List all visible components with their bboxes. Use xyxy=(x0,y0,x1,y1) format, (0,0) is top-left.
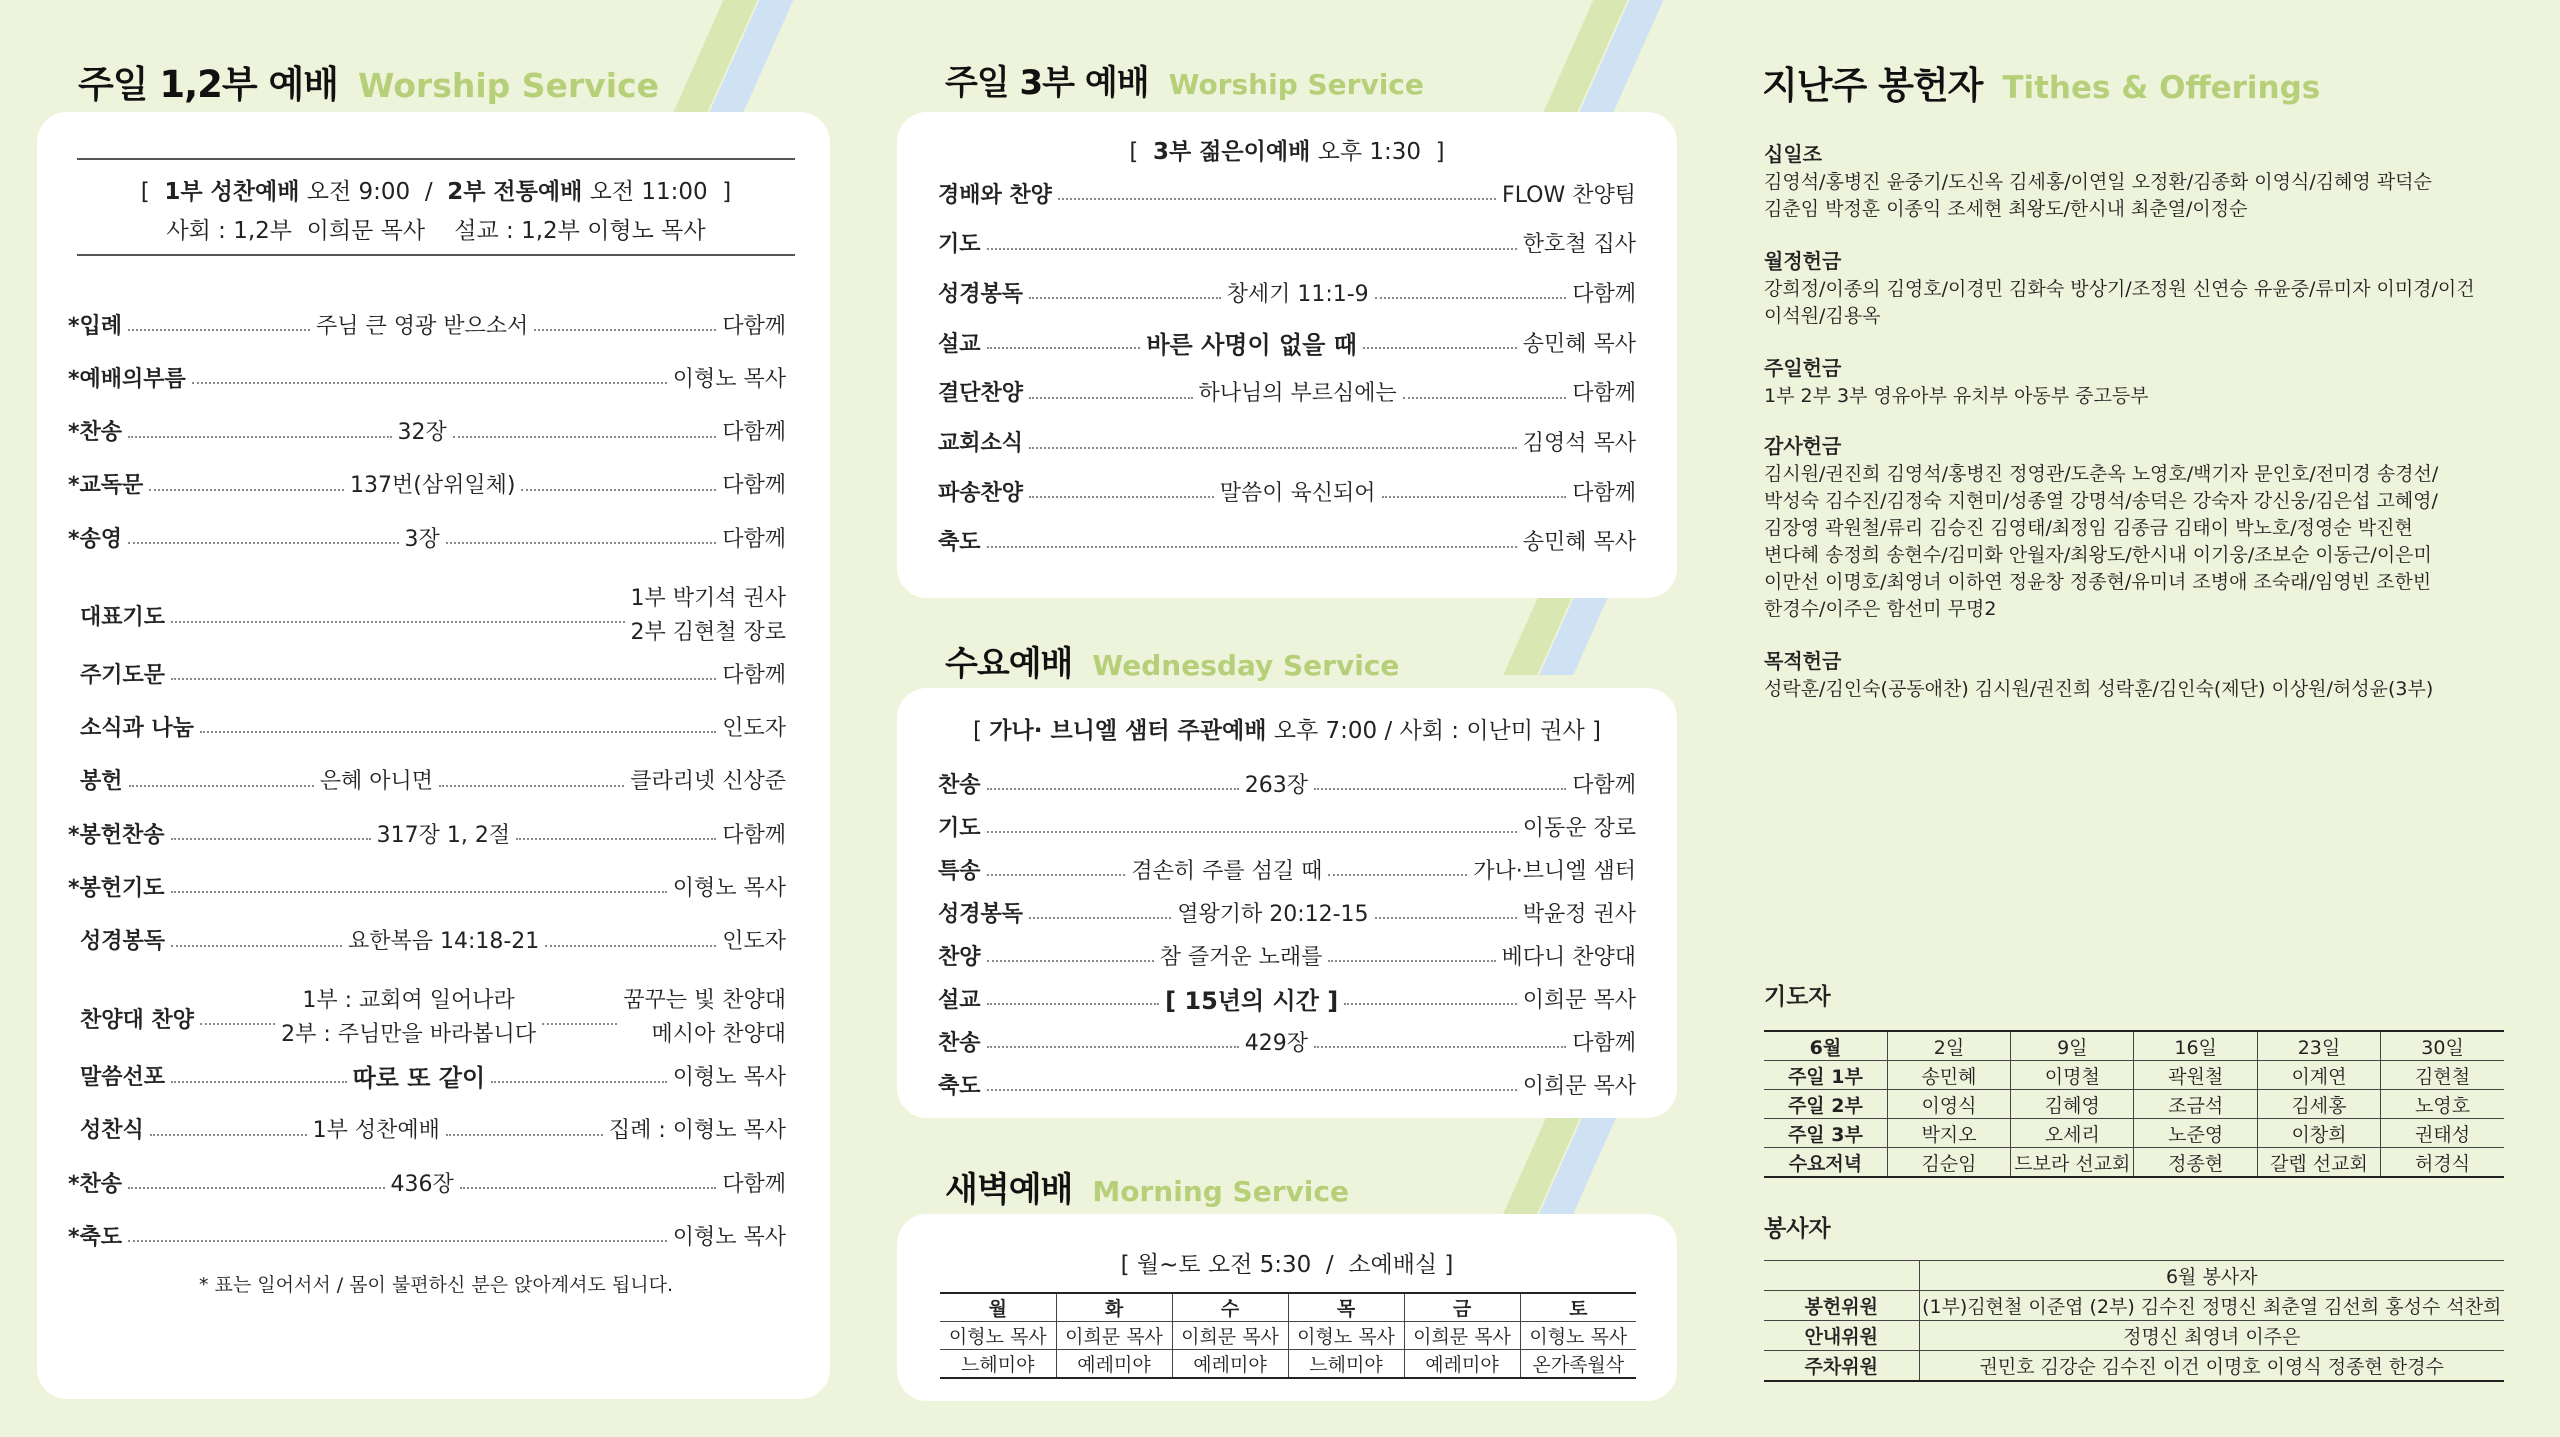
dot-leader xyxy=(987,1046,1239,1048)
dot-leader xyxy=(446,542,716,544)
offering-names-line: 김장영 곽원철/류리 김승진 김영태/최정임 김종금 김태이 박노호/정영순 박진현 xyxy=(1764,517,2413,539)
prayer-name: 갈렙 선교회 xyxy=(2257,1148,2380,1178)
offering-names-line: 성락훈/김인숙(공동애찬) 김시원/권진희 성락훈/김인숙(제단) 이상원/허성윤(3부) xyxy=(1764,678,2434,700)
prayer-header-cell: 16일 xyxy=(2134,1031,2257,1061)
dot-leader xyxy=(1344,1003,1517,1005)
prayer-service: 수요저녁 xyxy=(1764,1148,1887,1178)
prayer-row xyxy=(1764,1119,2504,1148)
order-person-line1: 꿈꾸는 빛 찬양대 xyxy=(623,988,787,1014)
order-label: *예배의부름 xyxy=(68,366,186,392)
dot-leader xyxy=(446,1134,603,1136)
offering-names-line: 박성숙 김수진/김정숙 지현미/성종열 강명석/송덕은 강숙자 강신웅/김은섭 고혜영/ xyxy=(1764,490,2438,512)
dot-leader xyxy=(128,542,398,544)
prayer-table xyxy=(1764,1030,2504,1178)
dot-leader xyxy=(1314,1046,1566,1048)
dot-leader xyxy=(128,1240,667,1242)
order-item: 1부 성찬예배 xyxy=(312,1118,440,1144)
prayer-name: 오세리 xyxy=(2011,1119,2134,1148)
prayer-header-cell: 23일 xyxy=(2257,1031,2380,1061)
order-row xyxy=(938,376,1636,408)
offering-section xyxy=(1764,352,2514,410)
order-row xyxy=(938,177,1636,209)
order-label: 설교 xyxy=(938,331,981,357)
offering-section xyxy=(1764,645,2514,703)
order-person: 클라리넷 신상준 xyxy=(630,769,787,795)
dot-leader xyxy=(1029,397,1192,399)
dot-leader xyxy=(534,329,716,331)
order-row xyxy=(938,896,1636,928)
dawn-book-row xyxy=(940,1350,1636,1379)
prayer-row xyxy=(1764,1061,2504,1090)
section-title-offerings xyxy=(1762,55,2320,109)
volunteers-title: 봉사자 xyxy=(1764,1216,1831,1242)
order-label: *봉헌기도 xyxy=(68,875,165,901)
order-row xyxy=(68,415,786,447)
dot-leader xyxy=(128,436,391,438)
order-row xyxy=(938,767,1636,799)
order-person: 다함께 xyxy=(722,473,787,499)
prayer-name: 권태성 xyxy=(2381,1119,2504,1148)
order-item: 바른 사명이 없을 때 xyxy=(1146,330,1357,359)
prayer-service: 주일 3부 xyxy=(1764,1119,1887,1148)
dawn-book: 예레미야 xyxy=(1056,1350,1172,1379)
order-row xyxy=(68,1113,786,1145)
order-person: 박윤정 권사 xyxy=(1522,901,1636,927)
prayer-name: 김세홍 xyxy=(2257,1090,2380,1119)
order-item: 137번(삼위일체) xyxy=(350,473,516,499)
dot-leader xyxy=(491,1081,667,1083)
offering-names-line: 변다혜 송정희 송현수/김미화 안월자/최왕도/한시내 이기웅/조보순 이동근/이은미 xyxy=(1764,544,2432,566)
dawn-book: 느헤미야 xyxy=(940,1350,1056,1379)
dot-leader xyxy=(545,945,716,947)
order-row xyxy=(68,1060,786,1092)
order-row xyxy=(68,710,786,742)
prayer-name: 허경식 xyxy=(2381,1148,2504,1178)
dot-leader xyxy=(987,248,1517,250)
prayer-name: 조금석 xyxy=(2134,1090,2257,1119)
volunteer-role: 주차위원 xyxy=(1764,1351,1919,1382)
title-en: Worship Service xyxy=(1168,68,1424,101)
order-item: 창세기 11:1-9 xyxy=(1226,281,1369,307)
dot-leader xyxy=(1029,297,1221,299)
dot-leader xyxy=(200,731,716,733)
order-label: *입례 xyxy=(68,313,123,339)
dawn-preacher: 이희문 목사 xyxy=(1172,1322,1288,1350)
dawn-schedule-table xyxy=(940,1292,1636,1379)
wednesday-header: [ 가나· 브니엘 샘터 주관예배 오후 7:00 / 사회 : 이난미 권사 ] xyxy=(972,718,1602,744)
prayer-header-cell: 2일 xyxy=(1887,1031,2010,1061)
order-label: 설교 xyxy=(938,987,981,1013)
offering-section-title: 십일조 xyxy=(1764,142,1822,166)
order-row xyxy=(68,1166,786,1198)
order-label: 대표기도 xyxy=(80,605,166,631)
prayer-name: 이창희 xyxy=(2257,1119,2380,1148)
order-label: 성경봉독 xyxy=(938,901,1024,927)
order-label: 경배와 찬양 xyxy=(938,182,1052,208)
dot-leader xyxy=(128,329,310,331)
order-person: FLOW 찬양팀 xyxy=(1502,182,1636,208)
volunteers-row xyxy=(1764,1321,2504,1351)
order-person: 가나·브니엘 샘터 xyxy=(1473,858,1636,884)
dawn-preacher: 이형노 목사 xyxy=(1288,1322,1404,1350)
header-line2: 사회 : 1,2부 이희문 목사 설교 : 1,2부 이형노 목사 xyxy=(166,218,706,244)
order-label: 찬양 xyxy=(938,944,981,970)
dot-leader xyxy=(439,785,624,787)
order-person: 다함께 xyxy=(722,420,786,446)
dot-leader xyxy=(171,678,716,680)
prayer-name: 박지오 xyxy=(1887,1119,2010,1148)
order-row xyxy=(68,870,786,902)
order-person: 베다니 찬양대 xyxy=(1501,944,1637,970)
order-person: 이형노 목사 xyxy=(672,875,786,901)
order-item: 따로 또 같이 xyxy=(352,1064,486,1093)
order-label: 특송 xyxy=(938,858,981,884)
order-person: 인도자 xyxy=(722,715,786,741)
order-label: 봉헌 xyxy=(80,769,123,795)
sunday-12-header xyxy=(77,158,795,256)
prayer-header-cell: 9일 xyxy=(2011,1031,2134,1061)
title-ko: 새벽예배 xyxy=(945,1170,1073,1210)
footnote: * 표는 일어서서 / 몸이 불편하신 분은 앉아계셔도 됩니다. xyxy=(198,1274,674,1296)
dawn-day: 금 xyxy=(1404,1293,1520,1322)
order-item: 참 즐거운 노래를 xyxy=(1159,944,1323,970)
prayer-name: 곽원철 xyxy=(2134,1061,2257,1090)
order-row xyxy=(938,276,1636,308)
title-en: Morning Service xyxy=(1092,1175,1349,1208)
order-item xyxy=(281,984,536,1052)
order-person: 이동운 장로 xyxy=(1522,815,1636,841)
order-label: *찬송 xyxy=(68,420,123,446)
order-person xyxy=(631,582,787,650)
sunday-3-header: [ 3부 젊은이예배 오후 1:30 ] xyxy=(1129,139,1445,165)
dot-leader xyxy=(1403,397,1566,399)
prayer-title: 기도자 xyxy=(1764,984,1831,1010)
order-label: 기도 xyxy=(938,232,981,258)
order-person xyxy=(623,984,786,1052)
title-en: Tithes & Offerings xyxy=(2002,70,2321,106)
order-row xyxy=(68,308,786,340)
order-item: 열왕기하 20:12-15 xyxy=(1177,901,1369,927)
dot-leader xyxy=(128,1187,384,1189)
order-row xyxy=(938,1025,1636,1057)
dot-leader xyxy=(1328,960,1495,962)
order-person: 집례 : 이형노 목사 xyxy=(608,1118,786,1144)
volunteers-row xyxy=(1764,1351,2504,1382)
order-item: 317장 1, 2절 xyxy=(376,822,511,848)
prayer-name: 김혜영 xyxy=(2011,1090,2134,1119)
prayer-name: 이명철 xyxy=(2011,1061,2134,1090)
offering-names-line: 이만선 이명호/최영녀 이하연 정윤창 정종현/유미녀 조병애 조숙래/임영빈 조한빈 xyxy=(1764,571,2432,593)
prayer-service: 주일 1부 xyxy=(1764,1061,1887,1090)
order-person: 인도자 xyxy=(722,929,786,955)
dot-leader xyxy=(1029,917,1171,919)
order-label: 주기도문 xyxy=(80,662,166,688)
prayer-name: 송민혜 xyxy=(1887,1061,2010,1090)
order-label: 찬송 xyxy=(938,1030,981,1056)
section-title-wednesday xyxy=(945,636,1399,685)
dot-leader xyxy=(171,1081,347,1083)
order-person: 이형노 목사 xyxy=(672,1224,786,1250)
dot-leader xyxy=(1058,198,1496,200)
order-person: 다함께 xyxy=(722,822,787,848)
order-label: *찬송 xyxy=(68,1171,123,1197)
dot-leader xyxy=(200,1023,275,1025)
order-person: 이형노 목사 xyxy=(672,1065,787,1091)
order-row xyxy=(68,817,786,849)
dot-leader xyxy=(987,546,1517,548)
dot-leader xyxy=(171,891,667,893)
order-item: 주님 큰 영광 받으소서 xyxy=(316,313,529,339)
prayer-name: 김현철 xyxy=(2381,1061,2504,1090)
dawn-header: [ 월~토 오전 5:30 / 소예배실 ] xyxy=(1120,1252,1454,1278)
order-label: 성경봉독 xyxy=(80,929,166,955)
prayer-header-cell: 6월 xyxy=(1764,1031,1887,1061)
dot-leader xyxy=(1375,917,1517,919)
section-title-dawn xyxy=(945,1162,1349,1211)
dawn-book: 온가족월삭 xyxy=(1520,1350,1636,1379)
order-row xyxy=(68,764,786,796)
order-person: 다함께 xyxy=(1572,1030,1636,1056)
dot-leader xyxy=(129,785,314,787)
dot-leader xyxy=(542,1023,617,1025)
prayer-name: 드보라 선교회 xyxy=(2011,1148,2134,1178)
order-row xyxy=(68,657,786,689)
volunteers-table xyxy=(1764,1260,2504,1382)
title-ko: 주일 3부 예배 xyxy=(945,63,1149,103)
order-row xyxy=(938,982,1636,1014)
order-person: 다함께 xyxy=(1572,281,1636,307)
title-ko: 지난주 봉헌자 xyxy=(1762,64,1983,107)
dawn-book: 예레미야 xyxy=(1404,1350,1520,1379)
offering-section-title: 목적헌금 xyxy=(1764,649,1842,673)
order-label: *봉헌찬송 xyxy=(68,822,165,848)
volunteers-header-row xyxy=(1764,1261,2504,1291)
section-title-sunday-3 xyxy=(945,55,1424,104)
dot-leader xyxy=(1314,788,1566,790)
dot-leader xyxy=(987,874,1126,876)
order-person: 한호철 집사 xyxy=(1522,232,1636,258)
offering-section-title: 월정헌금 xyxy=(1764,249,1842,273)
order-label: 파송찬양 xyxy=(938,480,1024,506)
offering-names-line: 강희정/이종의 김영호/이경민 김화숙 방상기/조정원 신연승 유윤중/류미자 이미경/이건 xyxy=(1764,278,2475,300)
offering-section xyxy=(1764,245,2514,330)
prayer-row xyxy=(1764,1090,2504,1119)
dawn-day: 토 xyxy=(1520,1293,1636,1322)
dot-leader xyxy=(521,489,716,491)
offering-section xyxy=(1764,430,2514,623)
dot-leader xyxy=(987,788,1239,790)
order-person-line1: 1부 박기석 권사 xyxy=(630,585,786,611)
order-person: 김영석 목사 xyxy=(1522,431,1636,456)
order-row xyxy=(938,426,1636,458)
order-person-line2: 메시아 찬양대 xyxy=(651,1022,787,1048)
order-label: 교회소식 xyxy=(938,431,1024,456)
order-person: 다함께 xyxy=(1572,772,1636,798)
order-person: 다함께 xyxy=(722,526,786,552)
order-label: *교독문 xyxy=(68,473,144,499)
dot-leader xyxy=(987,347,1141,349)
volunteers-header-cell xyxy=(1764,1261,1919,1291)
order-row xyxy=(68,521,786,553)
order-row xyxy=(938,227,1636,259)
prayer-header-row xyxy=(1764,1031,2504,1061)
order-person: 다함께 xyxy=(722,662,786,688)
order-item: 32장 xyxy=(397,420,447,446)
prayer-name: 노영호 xyxy=(2381,1090,2504,1119)
header-line1: [ 1부 성찬예배 오전 9:00 / 2부 전통예배 오전 11:00 ] xyxy=(140,179,732,205)
order-item: [ 15년의 시간 ] xyxy=(1165,986,1339,1015)
section-title-sunday-12 xyxy=(78,54,659,108)
order-row xyxy=(938,853,1636,885)
order-person: 다함께 xyxy=(722,313,786,339)
order-row xyxy=(68,468,786,500)
dawn-book: 느헤미야 xyxy=(1288,1350,1404,1379)
prayer-row xyxy=(1764,1148,2504,1178)
dawn-book: 예레미야 xyxy=(1172,1350,1288,1379)
offering-names-line: 김춘임 박정훈 이종익 조세현 최왕도/한시내 최춘열/이정순 xyxy=(1764,198,2248,220)
order-row xyxy=(938,326,1636,358)
order-row xyxy=(68,924,786,956)
offering-section-title: 주일헌금 xyxy=(1764,356,1842,380)
order-label: 축도 xyxy=(938,530,981,556)
prayer-name: 이계연 xyxy=(2257,1061,2380,1090)
order-row xyxy=(68,575,786,658)
dawn-preacher-row xyxy=(940,1322,1636,1350)
offering-names-line: 김영석/홍병진 윤중기/도신옥 김세홍/이연일 오정환/김종화 이영식/김혜영 곽덕순 xyxy=(1764,171,2432,193)
order-label: 결단찬양 xyxy=(938,381,1024,407)
order-label: 말씀선포 xyxy=(80,1065,166,1091)
order-row xyxy=(68,1219,786,1251)
title-ko: 수요예배 xyxy=(945,644,1073,684)
order-label: 성찬식 xyxy=(80,1118,144,1144)
volunteer-role: 안내위원 xyxy=(1764,1321,1919,1351)
volunteer-names: 권민호 김강순 김수진 이건 이명호 이영식 정종현 한경수 xyxy=(1919,1351,2504,1382)
offering-names-line: 한경수/이주은 함선미 무명2 xyxy=(1764,598,1997,620)
order-person: 이형노 목사 xyxy=(672,366,786,392)
order-label: 성경봉독 xyxy=(938,281,1024,307)
dot-leader xyxy=(1029,496,1214,498)
order-person: 이희문 목사 xyxy=(1522,1073,1636,1099)
dawn-preacher: 이희문 목사 xyxy=(1056,1322,1172,1350)
volunteer-names: (1부)김현철 이준엽 (2부) 김수진 정명신 최춘열 김선희 홍성수 석찬희 xyxy=(1919,1291,2504,1321)
order-row xyxy=(938,525,1636,557)
dot-leader xyxy=(1363,347,1517,349)
dot-leader xyxy=(171,945,342,947)
dawn-preacher: 이형노 목사 xyxy=(940,1322,1056,1350)
sunday-12-card xyxy=(37,112,830,1399)
dot-leader xyxy=(1375,297,1567,299)
order-person: 송민혜 목사 xyxy=(1522,530,1636,556)
prayer-name: 정종현 xyxy=(2134,1148,2257,1178)
order-label: *축도 xyxy=(68,1224,123,1250)
volunteer-names: 정명신 최영녀 이주은 xyxy=(1919,1321,2504,1351)
prayer-name: 김순임 xyxy=(1887,1148,2010,1178)
order-item: 요한복음 14:18-21 xyxy=(347,929,540,955)
volunteer-role: 봉헌위원 xyxy=(1764,1291,1919,1321)
order-label: 축도 xyxy=(938,1073,981,1099)
dot-leader xyxy=(987,831,1517,833)
dot-leader xyxy=(1328,874,1467,876)
dot-leader xyxy=(516,838,716,840)
dot-leader xyxy=(987,960,1154,962)
dot-leader xyxy=(192,382,667,384)
dawn-day: 화 xyxy=(1056,1293,1172,1322)
prayer-service: 주일 2부 xyxy=(1764,1090,1887,1119)
order-row xyxy=(68,977,786,1060)
offering-section-title: 감사헌금 xyxy=(1764,434,1842,458)
order-item: 은혜 아니면 xyxy=(319,769,434,795)
offering-names-line: 1부 2부 3부 영유아부 유치부 아동부 중고등부 xyxy=(1764,385,2149,407)
title-en: Wednesday Service xyxy=(1092,649,1400,682)
order-person: 다함께 xyxy=(722,1171,786,1197)
dot-leader xyxy=(460,1187,716,1189)
title-ko: 주일 1,2부 예배 xyxy=(78,63,339,106)
dot-leader xyxy=(1382,496,1567,498)
order-item: 436장 xyxy=(390,1171,454,1197)
order-item-line2: 2부 : 주님만을 바라봅니다 xyxy=(281,1022,537,1048)
dawn-preacher: 이희문 목사 xyxy=(1404,1322,1520,1350)
order-person: 다함께 xyxy=(1572,381,1637,407)
volunteers-row xyxy=(1764,1291,2504,1321)
dawn-day: 목 xyxy=(1288,1293,1404,1322)
order-label: 기도 xyxy=(938,815,981,841)
dot-leader xyxy=(987,1089,1517,1091)
offering-names-line: 이석원/김용옥 xyxy=(1764,305,1881,327)
dot-leader xyxy=(171,621,624,623)
prayer-header-cell: 30일 xyxy=(2381,1031,2504,1061)
order-label: 찬송 xyxy=(938,772,981,798)
order-item: 말씀이 육신되어 xyxy=(1219,480,1376,506)
order-person: 다함께 xyxy=(1572,480,1637,506)
order-item: 하나님의 부르심에는 xyxy=(1198,381,1397,407)
dawn-day: 수 xyxy=(1172,1293,1288,1322)
order-item: 429장 xyxy=(1244,1030,1308,1056)
order-label: *송영 xyxy=(68,526,123,552)
dot-leader xyxy=(171,838,371,840)
dot-leader xyxy=(987,1003,1160,1005)
dawn-day-row xyxy=(940,1293,1636,1322)
order-row xyxy=(68,361,786,393)
order-item-line1: 1부 : 교회여 일어나라 xyxy=(302,988,515,1014)
order-item: 겸손히 주를 섬길 때 xyxy=(1131,858,1323,884)
order-label: 찬양대 찬양 xyxy=(80,1007,194,1033)
offering-section xyxy=(1764,138,2514,223)
dot-leader xyxy=(1029,447,1517,449)
offering-names-line: 김시원/권진희 김영석/홍병진 정영관/도춘옥 노영호/백기자 문인호/전미경 송경선/ xyxy=(1764,463,2439,485)
order-person-line2: 2부 김현철 장로 xyxy=(630,619,786,645)
dot-leader xyxy=(453,436,716,438)
dawn-preacher: 이형노 목사 xyxy=(1520,1322,1636,1350)
order-row xyxy=(938,939,1636,971)
order-item: 263장 xyxy=(1244,772,1308,798)
order-person: 송민혜 목사 xyxy=(1522,331,1637,357)
title-en: Worship Service xyxy=(358,66,659,105)
order-row xyxy=(938,810,1636,842)
order-row xyxy=(938,1068,1636,1100)
dot-leader xyxy=(150,1134,307,1136)
order-row xyxy=(938,475,1636,507)
order-person: 이희문 목사 xyxy=(1522,987,1637,1013)
prayer-name: 이영식 xyxy=(1887,1090,2010,1119)
dawn-day: 월 xyxy=(940,1293,1056,1322)
prayer-name: 노준영 xyxy=(2134,1119,2257,1148)
dot-leader xyxy=(149,489,344,491)
order-item: 3장 xyxy=(404,526,440,552)
volunteers-header-cell: 6월 봉사자 xyxy=(1919,1261,2504,1291)
order-label: 소식과 나눔 xyxy=(80,715,194,741)
